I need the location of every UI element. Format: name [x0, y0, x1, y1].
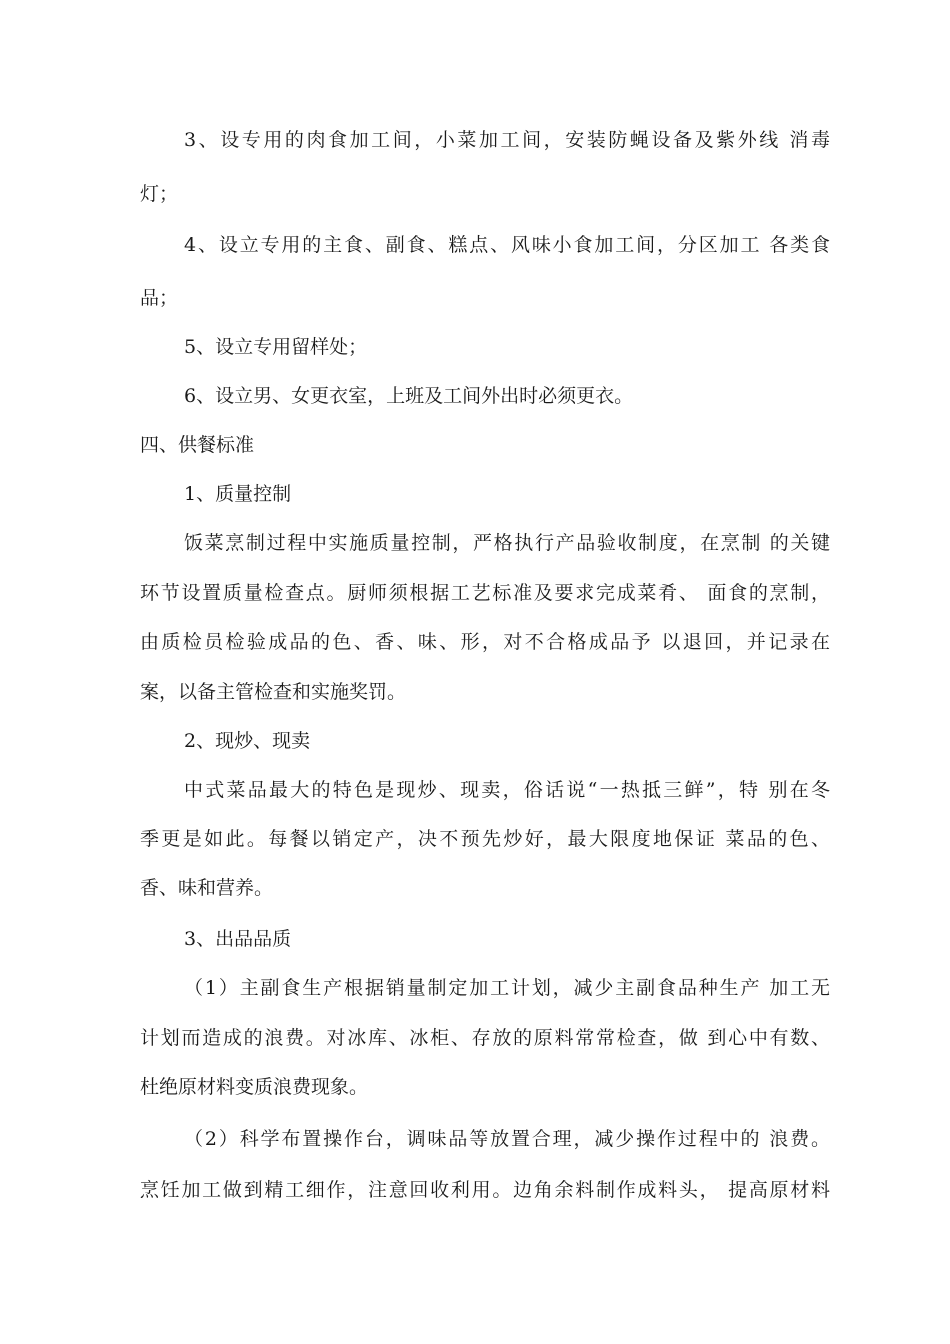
text-line-19: 计划而造成的浪费。对冰库、冰柜、存放的原料常常检查，做 到心中有数、	[140, 1027, 830, 1049]
text-line-5: 5、设立专用留样处；	[184, 336, 368, 358]
text-line-1: 3、设专用的肉食加工间，小菜加工间，安装防蝇设备及紫外线 消毒	[184, 129, 830, 151]
text-line-21: （2）科学布置操作台，调味品等放置合理，减少操作过程中的 浪费。	[184, 1128, 830, 1150]
text-line-2: 灯；	[140, 183, 179, 205]
text-line-4: 品；	[140, 287, 179, 309]
text-line-14: 中式菜品最大的特色是现炒、现卖，俗话说“一热抵三鲜”，特 别在冬	[184, 779, 830, 801]
text-line-3: 4、设立专用的主食、副食、糕点、风味小食加工间，分区加工 各类食	[184, 234, 830, 256]
text-line-12: 案，以备主管检查和实施奖罚。	[140, 681, 407, 703]
text-line-15: 季更是如此。每餐以销定产，决不预先炒好，最大限度地保证 菜品的色、	[140, 828, 830, 850]
text-line-10: 环节设置质量检查点。厨师须根据工艺标准及要求完成菜肴、 面食的烹制，	[140, 582, 830, 604]
text-line-9: 饭菜烹制过程中实施质量控制，严格执行产品验收制度，在烹制 的关键	[184, 532, 830, 554]
text-line-16: 香、味和营养。	[140, 877, 274, 899]
text-line-18: （1）主副食生产根据销量制定加工计划，减少主副食品种生产 加工无	[184, 977, 830, 999]
subheading-quality-control: 1、质量控制	[184, 483, 292, 505]
section-heading: 四、供餐标准	[140, 434, 255, 456]
subheading-fresh-cooking: 2、现炒、现卖	[184, 730, 311, 752]
text-line-22: 烹饪加工做到精工细作，注意回收利用。边角余料制作成料头， 提高原材料	[140, 1179, 830, 1201]
text-line-11: 由质检员检验成品的色、香、味、形，对不合格成品予 以退回，并记录在	[140, 631, 830, 653]
text-line-20: 杜绝原材料变质浪费现象。	[140, 1076, 369, 1098]
subheading-output-quality: 3、出品品质	[184, 928, 292, 950]
text-line-6: 6、设立男、女更衣室，上班及工间外出时必须更衣。	[184, 385, 634, 407]
